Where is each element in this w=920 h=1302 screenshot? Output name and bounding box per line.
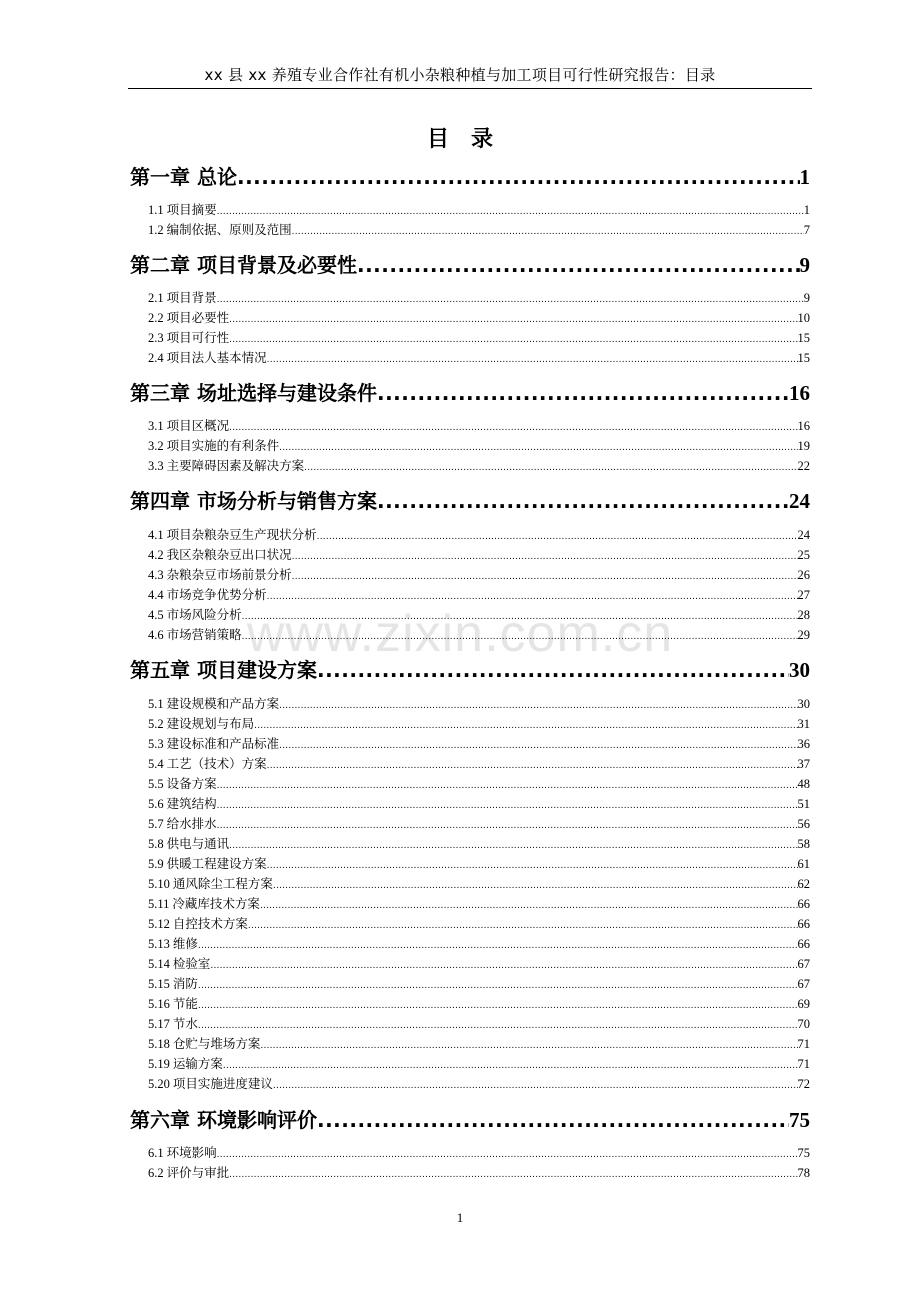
chapter-title: 第六章 环境影响评价 bbox=[130, 1108, 317, 1132]
section-page-number: 19 bbox=[797, 439, 810, 453]
toc-section-entry[interactable] bbox=[130, 1054, 810, 1074]
toc-section-entry[interactable] bbox=[130, 814, 810, 834]
dot-leader bbox=[273, 876, 798, 896]
section-number: 5.3 bbox=[148, 737, 164, 751]
section-page-number: 70 bbox=[797, 1017, 810, 1031]
section-number: 5.7 bbox=[148, 817, 164, 831]
section-page-number: 16 bbox=[797, 419, 810, 433]
section-page-number: 48 bbox=[797, 777, 810, 791]
toc-section-entry[interactable] bbox=[130, 288, 810, 308]
section-title: 检验室 bbox=[172, 956, 211, 971]
chapter-title: 第五章 项目建设方案 bbox=[130, 658, 317, 682]
section-title: 建筑结构 bbox=[166, 796, 217, 811]
section-page-number: 51 bbox=[797, 797, 810, 811]
dot-leader bbox=[217, 290, 804, 310]
section-number: 5.13 bbox=[148, 937, 170, 951]
toc-section-entry[interactable] bbox=[130, 200, 810, 220]
chapter-title: 第二章 项目背景及必要性 bbox=[130, 253, 357, 277]
toc-section-entry[interactable] bbox=[130, 954, 810, 974]
dot-leader bbox=[198, 936, 798, 956]
toc-section-entry[interactable] bbox=[130, 754, 810, 774]
section-number: 2.2 bbox=[148, 311, 164, 325]
section-title: 项目必要性 bbox=[166, 310, 230, 325]
section-page-number: 27 bbox=[797, 588, 810, 602]
chapter-page-number: 24 bbox=[789, 489, 810, 513]
dot-leader bbox=[229, 330, 797, 350]
section-page-number: 61 bbox=[797, 857, 810, 871]
toc-section-entry[interactable] bbox=[130, 1163, 810, 1183]
section-number: 3.1 bbox=[148, 419, 164, 433]
section-page-number: 67 bbox=[797, 957, 810, 971]
section-title: 设备方案 bbox=[166, 776, 217, 791]
section-page-number: 31 bbox=[797, 717, 810, 731]
toc-section-entry[interactable] bbox=[130, 585, 810, 605]
dot-leader bbox=[317, 655, 789, 685]
section-number: 4.3 bbox=[148, 568, 164, 582]
section-page-number: 71 bbox=[797, 1037, 810, 1051]
section-page-number: 22 bbox=[797, 459, 810, 473]
toc-section-entry[interactable] bbox=[130, 874, 810, 894]
chapter-page-number: 30 bbox=[789, 658, 810, 682]
dot-leader bbox=[292, 222, 804, 242]
section-page-number: 29 bbox=[797, 628, 810, 642]
section-number: 5.8 bbox=[148, 837, 164, 851]
section-page-number: 30 bbox=[797, 697, 810, 711]
dot-leader bbox=[317, 1105, 789, 1135]
section-title: 市场竞争优势分析 bbox=[166, 587, 267, 602]
toc-title: 目 录 bbox=[426, 127, 493, 152]
toc-section-entry[interactable] bbox=[130, 1143, 810, 1163]
section-page-number: 37 bbox=[797, 757, 810, 771]
section-title: 项目法人基本情况 bbox=[166, 350, 267, 365]
toc-chapter-entry[interactable] bbox=[130, 378, 810, 408]
section-title: 项目实施进度建议 bbox=[172, 1076, 273, 1091]
toc-chapter-entry[interactable] bbox=[130, 1105, 810, 1135]
section-number: 4.4 bbox=[148, 588, 164, 602]
section-number: 5.4 bbox=[148, 757, 164, 771]
section-number: 5.6 bbox=[148, 797, 164, 811]
section-page-number: 58 bbox=[797, 837, 810, 851]
toc-section-entry[interactable] bbox=[130, 565, 810, 585]
dot-leader bbox=[198, 996, 798, 1016]
chapter-title: 第三章 场址选择与建设条件 bbox=[130, 381, 377, 405]
section-title: 环境影响 bbox=[166, 1145, 217, 1160]
section-number: 5.11 bbox=[148, 897, 170, 911]
chapter-title: 第四章 市场分析与销售方案 bbox=[130, 489, 377, 513]
section-title: 通风除尘工程方案 bbox=[172, 876, 273, 891]
section-title: 项目实施的有利条件 bbox=[166, 438, 280, 453]
toc-section-entry[interactable] bbox=[130, 774, 810, 794]
section-page-number: 26 bbox=[797, 568, 810, 582]
toc-section-entry[interactable] bbox=[130, 308, 810, 328]
dot-leader bbox=[357, 250, 800, 280]
chapter-page-number: 9 bbox=[799, 253, 810, 277]
toc-section-entry[interactable] bbox=[130, 625, 810, 645]
toc-chapter-entry[interactable] bbox=[130, 162, 810, 192]
chapter-page-number: 16 bbox=[789, 381, 810, 405]
toc-section-entry[interactable] bbox=[130, 1014, 810, 1034]
section-number: 4.5 bbox=[148, 608, 164, 622]
dot-leader bbox=[242, 607, 798, 627]
toc-section-entry[interactable] bbox=[130, 934, 810, 954]
section-title: 运输方案 bbox=[172, 1056, 223, 1071]
toc-section-entry[interactable] bbox=[130, 545, 810, 565]
dot-leader bbox=[279, 438, 797, 458]
section-title: 建设标准和产品标准 bbox=[166, 736, 280, 751]
section-title: 项目可行性 bbox=[166, 330, 230, 345]
section-page-number: 72 bbox=[797, 1077, 810, 1091]
section-page-number: 15 bbox=[797, 351, 810, 365]
dot-leader bbox=[229, 418, 797, 438]
section-number: 5.17 bbox=[148, 1017, 170, 1031]
chapter-page-number: 75 bbox=[789, 1108, 810, 1132]
section-number: 5.2 bbox=[148, 717, 164, 731]
dot-leader bbox=[254, 716, 797, 736]
dot-leader bbox=[237, 162, 800, 192]
section-page-number: 71 bbox=[797, 1057, 810, 1071]
section-title: 评价与审批 bbox=[166, 1165, 230, 1180]
section-page-number: 66 bbox=[797, 917, 810, 931]
section-page-number: 9 bbox=[803, 291, 810, 305]
dot-leader bbox=[260, 1036, 797, 1056]
dot-leader bbox=[217, 796, 798, 816]
section-title: 自控技术方案 bbox=[172, 916, 248, 931]
section-page-number: 1 bbox=[803, 203, 810, 217]
toc-section-entry[interactable] bbox=[130, 994, 810, 1014]
section-page-number: 67 bbox=[797, 977, 810, 991]
dot-leader bbox=[267, 350, 798, 370]
dot-leader bbox=[242, 627, 798, 647]
section-number: 2.4 bbox=[148, 351, 164, 365]
section-number: 5.12 bbox=[148, 917, 170, 931]
section-number: 2.3 bbox=[148, 331, 164, 345]
dot-leader bbox=[279, 736, 797, 756]
section-number: 5.18 bbox=[148, 1037, 170, 1051]
section-page-number: 25 bbox=[797, 548, 810, 562]
toc-chapter-entry[interactable] bbox=[130, 486, 810, 516]
section-title: 建设规模和产品方案 bbox=[166, 696, 280, 711]
toc-section-entry[interactable] bbox=[130, 834, 810, 854]
watermark: www.zixin.com.cn bbox=[246, 605, 674, 663]
dot-leader bbox=[210, 956, 797, 976]
section-title: 项目杂粮杂豆生产现状分析 bbox=[166, 527, 317, 542]
section-title: 项目区概况 bbox=[166, 418, 230, 433]
toc-section-entry[interactable] bbox=[130, 525, 810, 545]
section-title: 市场营销策略 bbox=[166, 627, 242, 642]
section-page-number: 36 bbox=[797, 737, 810, 751]
section-title: 供电与通讯 bbox=[166, 836, 230, 851]
dot-leader bbox=[198, 1016, 798, 1036]
section-number: 5.9 bbox=[148, 857, 164, 871]
toc-section-entry[interactable] bbox=[130, 1034, 810, 1054]
section-title: 项目背景 bbox=[166, 290, 217, 305]
section-number: 3.3 bbox=[148, 459, 164, 473]
dot-leader bbox=[304, 458, 797, 478]
dot-leader bbox=[267, 856, 798, 876]
toc-section-entry[interactable] bbox=[130, 734, 810, 754]
dot-leader bbox=[229, 836, 797, 856]
dot-leader bbox=[267, 756, 798, 776]
section-page-number: 10 bbox=[797, 311, 810, 325]
toc-section-entry[interactable] bbox=[130, 894, 810, 914]
section-number: 5.16 bbox=[148, 997, 170, 1011]
toc-section-entry[interactable] bbox=[130, 714, 810, 734]
header-rule bbox=[128, 88, 812, 89]
section-title: 杂粮杂豆市场前景分析 bbox=[166, 567, 292, 582]
toc-section-entry[interactable] bbox=[130, 436, 810, 456]
dot-leader bbox=[377, 486, 789, 516]
section-number: 5.19 bbox=[148, 1057, 170, 1071]
dot-leader bbox=[292, 567, 798, 587]
dot-leader bbox=[317, 527, 798, 547]
section-title: 维修 bbox=[172, 936, 198, 951]
section-number: 4.1 bbox=[148, 528, 164, 542]
section-title: 节水 bbox=[172, 1016, 198, 1031]
section-title: 节能 bbox=[172, 996, 198, 1011]
section-title: 仓贮与堆场方案 bbox=[172, 1036, 261, 1051]
dot-leader bbox=[273, 1076, 798, 1096]
section-page-number: 69 bbox=[797, 997, 810, 1011]
dot-leader bbox=[217, 776, 798, 796]
section-page-number: 56 bbox=[797, 817, 810, 831]
dot-leader bbox=[377, 378, 789, 408]
dot-leader bbox=[229, 1165, 797, 1185]
dot-leader bbox=[217, 202, 804, 222]
section-number: 5.14 bbox=[148, 957, 170, 971]
section-number: 4.6 bbox=[148, 628, 164, 642]
toc-section-entry[interactable] bbox=[130, 416, 810, 436]
toc-section-entry[interactable] bbox=[130, 694, 810, 714]
section-title: 项目摘要 bbox=[166, 202, 217, 217]
section-title: 市场风险分析 bbox=[166, 607, 242, 622]
section-title: 供暖工程建设方案 bbox=[166, 856, 267, 871]
section-title: 工艺（技术）方案 bbox=[166, 756, 267, 771]
section-page-number: 24 bbox=[797, 528, 810, 542]
section-title: 建设规划与布局 bbox=[166, 716, 255, 731]
section-title: 冷藏库技术方案 bbox=[172, 896, 260, 911]
section-number: 5.5 bbox=[148, 777, 164, 791]
section-number: 4.2 bbox=[148, 548, 164, 562]
section-title: 编制依据、原则及范围 bbox=[166, 222, 292, 237]
dot-leader bbox=[260, 896, 798, 916]
section-number: 5.10 bbox=[148, 877, 170, 891]
dot-leader bbox=[248, 916, 798, 936]
section-number: 1.1 bbox=[148, 203, 164, 217]
section-title: 消防 bbox=[172, 976, 198, 991]
section-page-number: 66 bbox=[797, 937, 810, 951]
dot-leader bbox=[198, 976, 798, 996]
toc-chapter-entry[interactable] bbox=[130, 250, 810, 280]
dot-leader bbox=[267, 587, 798, 607]
toc-section-entry[interactable] bbox=[130, 794, 810, 814]
toc-section-entry[interactable] bbox=[130, 1074, 810, 1094]
section-number: 5.15 bbox=[148, 977, 170, 991]
section-page-number: 75 bbox=[797, 1146, 810, 1160]
section-page-number: 28 bbox=[797, 608, 810, 622]
dot-leader bbox=[217, 1145, 798, 1165]
section-number: 2.1 bbox=[148, 291, 164, 305]
section-number: 5.20 bbox=[148, 1077, 170, 1091]
section-number: 6.2 bbox=[148, 1166, 164, 1180]
section-number: 1.2 bbox=[148, 223, 164, 237]
section-number: 6.1 bbox=[148, 1146, 164, 1160]
section-title: 给水排水 bbox=[166, 816, 217, 831]
page-number: 1 bbox=[456, 1210, 464, 1225]
dot-leader bbox=[292, 547, 798, 567]
section-number: 3.2 bbox=[148, 439, 164, 453]
section-page-number: 15 bbox=[797, 331, 810, 345]
toc-section-entry[interactable] bbox=[130, 974, 810, 994]
dot-leader bbox=[223, 1056, 798, 1076]
toc-section-entry[interactable] bbox=[130, 220, 810, 240]
page-header: xx 县 xx 养殖专业合作社有机小杂粮种植与加工项目可行性研究报告：目录 bbox=[204, 66, 716, 84]
section-page-number: 7 bbox=[803, 223, 810, 237]
toc-section-entry[interactable] bbox=[130, 348, 810, 368]
section-page-number: 78 bbox=[797, 1166, 810, 1180]
section-title: 主要障碍因素及解决方案 bbox=[166, 458, 305, 473]
section-title: 我区杂粮杂豆出口状况 bbox=[166, 547, 292, 562]
toc-section-entry[interactable] bbox=[130, 914, 810, 934]
toc-section-entry[interactable] bbox=[130, 328, 810, 348]
section-page-number: 62 bbox=[797, 877, 810, 891]
toc-chapter-entry[interactable] bbox=[130, 655, 810, 685]
dot-leader bbox=[279, 696, 797, 716]
dot-leader bbox=[217, 816, 798, 836]
section-page-number: 66 bbox=[797, 897, 810, 911]
dot-leader bbox=[229, 310, 797, 330]
chapter-page-number: 1 bbox=[799, 165, 810, 189]
toc-section-entry[interactable] bbox=[130, 456, 810, 476]
toc-section-entry[interactable] bbox=[130, 854, 810, 874]
chapter-title: 第一章 总论 bbox=[130, 165, 237, 189]
section-number: 5.1 bbox=[148, 697, 164, 711]
toc-section-entry[interactable] bbox=[130, 605, 810, 625]
